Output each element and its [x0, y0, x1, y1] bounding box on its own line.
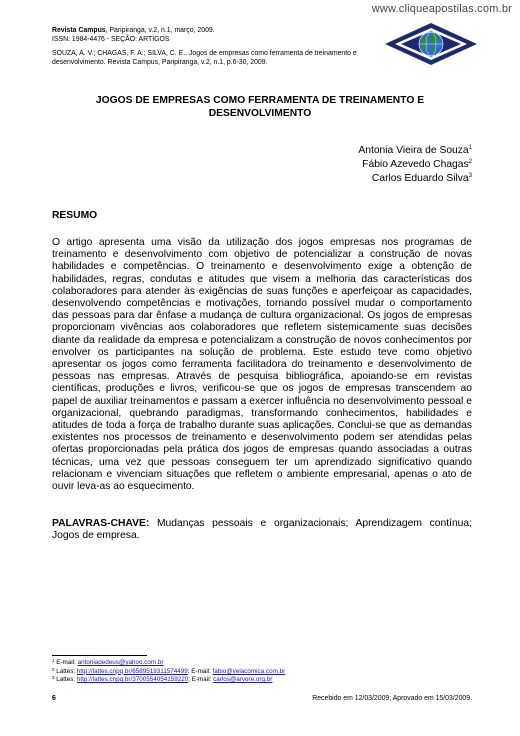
- abstract-text: O artigo apresenta uma visão da utilização dos jogos empresas nos programas de treinamento e desenvolvimento com objetivo de potencializar a construção de novas habilidades e competências. O treinamento e desenvolvimento exige a obtenção de habilidades, regras, condutas e atitudes que visem a melhoria das características dos colaboradores para atender às exigências de suas funções e aperfeiçoar as capacidades, desenvolvendo competências e motivações, tornando possível mudar o comportamento das pessoas para dar ênfase a mudança de cultura organizacional. Os jogos de empresas proporcionam vivências aos colaboradores que refletem sistemicamente suas decisões diante da realidade da empresa e potencializam a construção de novos conhecimentos por envolver os participantes na solução de problema. Este estudo teve como objetivo apresentar os jogos como ferramenta facilitadora do treinamento e desenvolvimento de pessoas nas empresas. Através de pesquisa bibliográfica, apoiando-se em revistas científicas, produções e livros, verificou-se que os jogos de empresas transcendem ao papel de auxiliar treinamentos e passam a exercer influência no desenvolvimento pessoal e organizacional, quebrando paradigmas, transformando conhecimentos, habilidades e atitudes de toda a força de trabalho durante suas aplicações. Conclui-se que as demandas existentes nos processos de treinamento e desenvolvimento podem ser atendidas pelas ofertas proporcionadas pela prática dos jogos de empresas quando associadas a outras técnicas, uma vez que pessoas conseguem ter um aprendizado significativo quando relacionam e vivenciam situações que refletem o ambiente empresarial, apenas o ato de ouvir leva-as ao esquecimento.: [52, 237, 472, 493]
- footnote: [52, 659, 285, 668]
- page-number: 6: [52, 695, 56, 702]
- footnote-prefix: E-mail:: [54, 659, 78, 666]
- email-link[interactable]: fabio@velacomica.com.br: [212, 667, 286, 675]
- author: [358, 158, 472, 172]
- journal-header: [52, 27, 382, 67]
- footnote: [52, 676, 285, 685]
- footnote-prefix: Lattes:: [54, 676, 77, 684]
- email-link[interactable]: carlos@arvore.org.br: [213, 676, 273, 684]
- author: [358, 144, 472, 158]
- journal-name: Revista Campus: [52, 27, 106, 34]
- footnote-marker: 2: [52, 666, 55, 672]
- author-name: Antonia Vieira de Souza: [358, 145, 469, 156]
- footnote-separator: ; E-mail:: [187, 667, 213, 675]
- citation-line-2: desenvolvimento. Revista Campus, Paripiranga, v.2, n.1, p.6-30, 2009.: [52, 58, 268, 66]
- issn-line: ISSN: 1984-4476 - SEÇÃO: ARTIGOS: [52, 35, 170, 43]
- author-list: [358, 144, 472, 186]
- keywords-label: PALAVRAS-CHAVE:: [52, 518, 150, 529]
- footnote-divider: [52, 655, 147, 656]
- email-link[interactable]: antoniadedeus@yahoo.com.br: [77, 659, 164, 666]
- globe-diamond-logo-icon: [384, 22, 478, 66]
- author-name: Carlos Eduardo Silva: [371, 173, 469, 184]
- footnote: [52, 668, 285, 677]
- author: [358, 172, 472, 186]
- footnotes: [52, 659, 285, 685]
- watermark: www.cliqueapostilas.com.br: [371, 3, 512, 15]
- footnote-marker: 3: [52, 675, 55, 681]
- footnote-marker: 2: [468, 159, 472, 165]
- article-title: JOGOS DE EMPRESAS COMO FERRAMENTA DE TREINAMENTO E DESENVOLVIMENTO: [95, 95, 425, 119]
- keywords: [52, 518, 472, 542]
- journal-issue: , Paripiranga, v.2, n.1, março, 2009.: [105, 27, 215, 34]
- journal-line: [52, 27, 382, 36]
- received-dates: Recebido em 12/03/2009; Aprovado em 15/03/2009.: [312, 695, 472, 702]
- keywords-text: Mudanças pessoais e organizacionais; Aprendizagem contínua; Jogos de empresa.: [52, 518, 472, 542]
- footnote-separator: ; E-mail:: [188, 676, 214, 684]
- lattes-link[interactable]: http://lattes.cnpq.br/3700554054159220: [76, 676, 189, 684]
- lattes-link[interactable]: http://lattes.cnpq.br/6589519311574499: [76, 667, 188, 675]
- footnote-marker: 3: [468, 173, 472, 179]
- abstract-heading: RESUMO: [52, 210, 98, 221]
- author-name: Fábio Azevedo Chagas: [362, 159, 469, 170]
- citation-line-1: SOUZA, A. V.; CHAGAS, F. A.; SILVA, C. E.. Jogos de empresas como ferramenta de treinamento e: [52, 50, 357, 58]
- footnote-marker: 1: [52, 658, 55, 663]
- footnote-prefix: Lattes:: [54, 667, 77, 675]
- footnote-marker: 1: [468, 145, 472, 151]
